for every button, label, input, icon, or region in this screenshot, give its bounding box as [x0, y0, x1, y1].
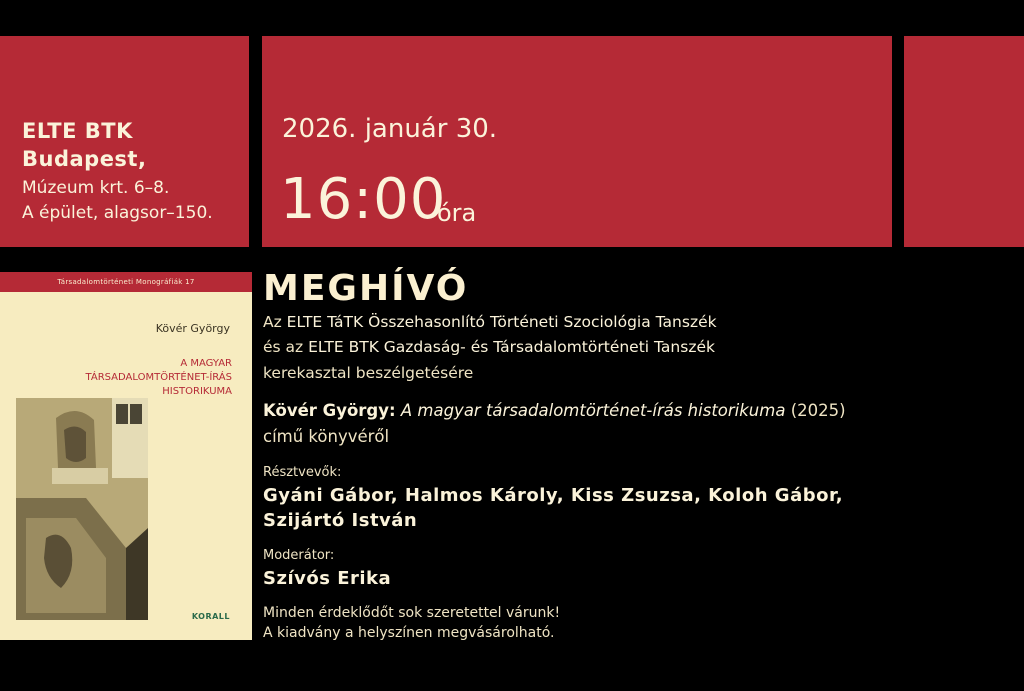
event-time-unit: óra — [437, 199, 477, 227]
event-date: 2026. január 30. — [282, 114, 498, 144]
intro-line-1 — [263, 313, 717, 331]
intro-line-3: kerekasztal beszélgetésére — [263, 364, 474, 382]
venue-room: A épület, alagsor–150. — [22, 203, 213, 223]
book-cover-author: Kövér György — [155, 322, 230, 335]
moderator-name: Szívós Erika — [263, 568, 392, 589]
decorative-panel — [904, 36, 1024, 247]
book-title: A magyar társadalomtörténet-írás historikuma — [400, 401, 786, 420]
book-cover-publisher: KORALL — [191, 612, 230, 621]
book-cover-photo — [16, 398, 148, 620]
organizer-1: ELTE TáTK Összehasonlító Történeti Szociológia Tanszék — [286, 313, 717, 331]
participants-list-cont: Szijártó István — [263, 510, 418, 531]
date-panel — [262, 36, 892, 247]
book-cover-title-line: HISTORIKUMA — [162, 386, 232, 397]
book-cover — [0, 272, 252, 640]
closing-line-1: Minden érdeklődőt sok szeretettel várunk! — [263, 605, 561, 621]
book-cover-title-line: TÁRSADALOMTÖRTÉNET-ÍRÁS — [85, 372, 232, 383]
venue-city: Budapest, — [22, 147, 147, 171]
book-suffix: című könyvéről — [263, 427, 390, 446]
intro-line-2 — [263, 338, 715, 356]
venue-address: Múzeum krt. 6–8. — [22, 178, 170, 198]
invitation-heading: MEGHÍVÓ — [263, 268, 469, 309]
closing-line-2: A kiadvány a helyszínen megvásárolható. — [263, 625, 555, 641]
intro-prefix: és az — [263, 338, 309, 356]
book-cover-title-line: A MAGYAR — [180, 358, 232, 369]
event-time: 16:00 — [280, 167, 447, 232]
intro-prefix: Az — [263, 313, 287, 331]
book-author: Kövér György: — [263, 401, 396, 420]
participants-list: Gyáni Gábor, Halmos Károly, Kiss Zsuzsa, Koloh Gábor, — [263, 485, 844, 506]
participants-label: Résztvevők: — [263, 465, 342, 480]
book-year: (2025) — [790, 401, 846, 420]
book-reference — [263, 401, 846, 420]
moderator-label: Moderátor: — [263, 548, 335, 563]
venue-name: ELTE BTK — [22, 119, 133, 143]
organizer-2: ELTE BTK Gazdaság- és Társadalomtörténeti Tanszék — [308, 338, 715, 356]
location-panel — [0, 36, 249, 247]
sculpture-image — [16, 398, 148, 620]
book-series: Társadalomtörténeti Monográfiák 17 — [57, 278, 195, 286]
